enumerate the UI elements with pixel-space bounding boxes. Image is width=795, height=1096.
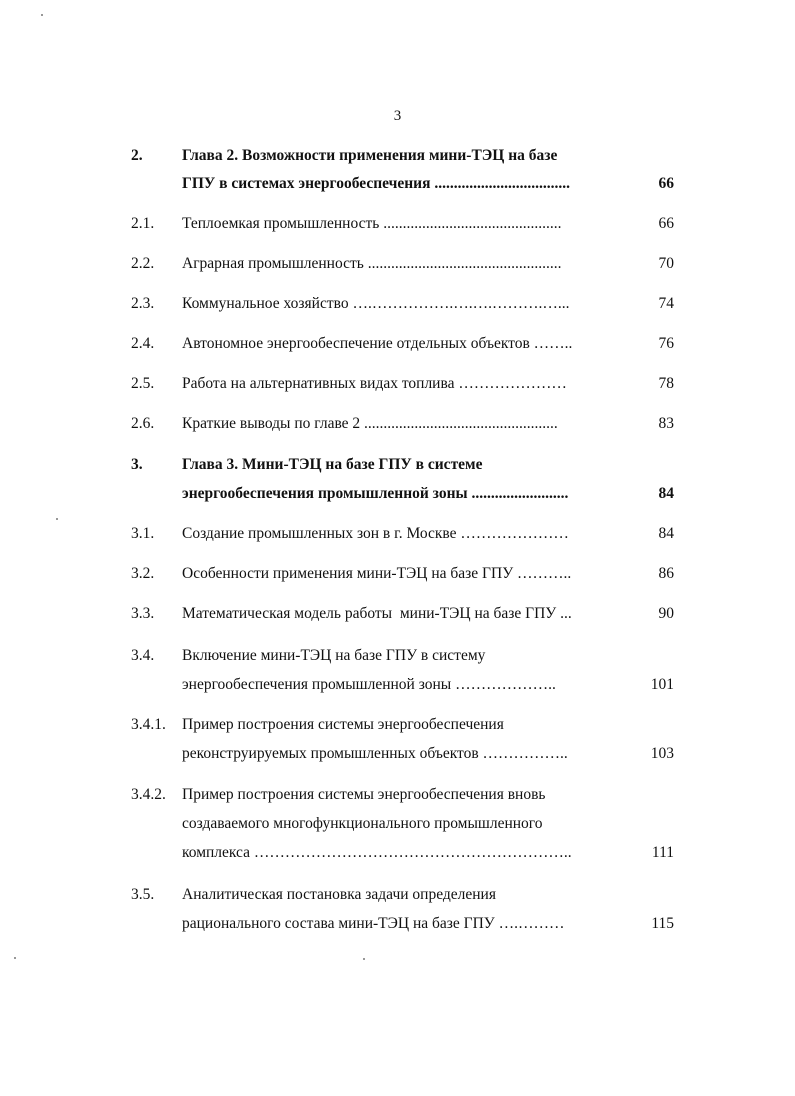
toc-entry-number: 3.3. — [131, 605, 155, 622]
toc-entry-page: 78 — [658, 375, 674, 392]
toc-entry-number: 2.3. — [131, 295, 155, 312]
toc-entry-number: 2.5. — [131, 375, 155, 392]
toc-entry-page: 101 — [650, 676, 674, 693]
toc-line — [0, 293, 795, 315]
toc-entry-title: Пример построения системы энергообеспечения — [182, 716, 504, 733]
toc-entry-title: Математическая модель работы мини-ТЭЦ на базе ГПУ ... — [182, 605, 572, 622]
toc-entry-number: 3.2. — [131, 565, 155, 582]
toc-line — [0, 714, 795, 736]
toc-entry-page: 115 — [651, 915, 674, 932]
toc-entry-page: 90 — [658, 605, 674, 622]
toc-entry-number: 2.1. — [131, 215, 155, 232]
toc-line — [0, 483, 795, 505]
toc-entry-title: Особенности применения мини-ТЭЦ на базе ГПУ ……….. — [182, 565, 572, 582]
toc-line — [0, 145, 795, 167]
toc-entry-number: 2.4. — [131, 335, 155, 352]
toc-entry-title: Краткие выводы по главе 2 .................................................. — [182, 415, 558, 432]
scan-speck — [41, 14, 43, 16]
toc-line — [0, 813, 795, 835]
toc-line — [0, 523, 795, 545]
toc-entry-title: Работа на альтернативных видах топлива ………………… — [182, 375, 567, 392]
toc-entry-title: комплекса …………………………………………………….. — [182, 844, 572, 861]
toc-entry-number: 3. — [131, 456, 143, 473]
toc-entry-number: 2.6. — [131, 415, 155, 432]
toc-line — [0, 913, 795, 935]
scan-speck — [363, 958, 365, 960]
toc-line — [0, 333, 795, 355]
toc-line — [0, 842, 795, 864]
toc-entry-title: энергообеспечения промышленной зоны ……………….. — [182, 676, 556, 693]
toc-entry-title: Создание промышленных зон в г. Москве ………………… — [182, 525, 569, 542]
toc-entry-page: 103 — [650, 745, 674, 762]
toc-entry-title: Пример построения системы энергообеспечения вновь — [182, 786, 546, 803]
toc-line — [0, 884, 795, 906]
toc-entry-page: 84 — [658, 485, 674, 502]
toc-entry-title: ГПУ в системах энергообеспечения ................................... — [182, 175, 570, 192]
toc-entry-number: 3.4. — [131, 647, 155, 664]
toc-entry-page: 111 — [651, 844, 674, 861]
toc-line — [0, 253, 795, 275]
toc-entry-page: 70 — [658, 255, 674, 272]
toc-entry-page: 76 — [658, 335, 674, 352]
toc-entry-title: Глава 2. Возможности применения мини-ТЭЦ на базе — [182, 147, 558, 164]
toc-entry-title: Аналитическая постановка задачи определения — [182, 886, 496, 903]
toc-entry-number: 3.1. — [131, 525, 155, 542]
toc-entry-page: 83 — [658, 415, 674, 432]
toc-entry-page: 84 — [658, 525, 674, 542]
toc-line — [0, 674, 795, 696]
scan-speck — [14, 957, 16, 959]
toc-line — [0, 454, 795, 476]
toc-entry-page: 66 — [658, 215, 674, 232]
toc-entry-page: 86 — [658, 565, 674, 582]
toc-entry-title: Теплоемкая промышленность .............................................. — [182, 215, 562, 232]
toc-entry-title: Коммунальное хозяйство ….…………….….….……….…... — [182, 295, 570, 312]
toc-line — [0, 743, 795, 765]
toc-entry-title: Автономное энергообеспечение отдельных объектов …….. — [182, 335, 573, 352]
toc-entry-title: Аграрная промышленность .................................................. — [182, 255, 562, 272]
toc-entry-number: 2.2. — [131, 255, 155, 272]
toc-line — [0, 373, 795, 395]
toc-entry-number: 3.4.1. — [131, 716, 166, 733]
toc-entry-title: Глава 3. Мини-ТЭЦ на базе ГПУ в системе — [182, 456, 483, 473]
toc-line — [0, 603, 795, 625]
toc-line — [0, 213, 795, 235]
toc-entry-number: 2. — [131, 147, 143, 164]
toc-entry-title: реконструируемых промышленных объектов …………….. — [182, 745, 568, 762]
toc-entry-title: Включение мини-ТЭЦ на базе ГПУ в систему — [182, 647, 486, 664]
scan-speck — [56, 518, 58, 520]
toc-line — [0, 173, 795, 195]
toc-line — [0, 645, 795, 667]
toc-entry-title: энергообеспечения промышленной зоны ......................... — [182, 485, 569, 502]
toc-entry-title: рационального состава мини-ТЭЦ на базе ГПУ ….……… — [182, 915, 565, 932]
toc-line — [0, 413, 795, 435]
page-number: 3 — [393, 108, 402, 124]
toc-entry-page: 74 — [658, 295, 674, 312]
toc-entry-title: создаваемого многофункционального промышленного — [182, 815, 543, 832]
toc-line — [0, 784, 795, 806]
toc-entry-page: 66 — [658, 175, 674, 192]
toc-entry-number: 3.5. — [131, 886, 155, 903]
toc-line — [0, 563, 795, 585]
toc-entry-number: 3.4.2. — [131, 786, 166, 803]
